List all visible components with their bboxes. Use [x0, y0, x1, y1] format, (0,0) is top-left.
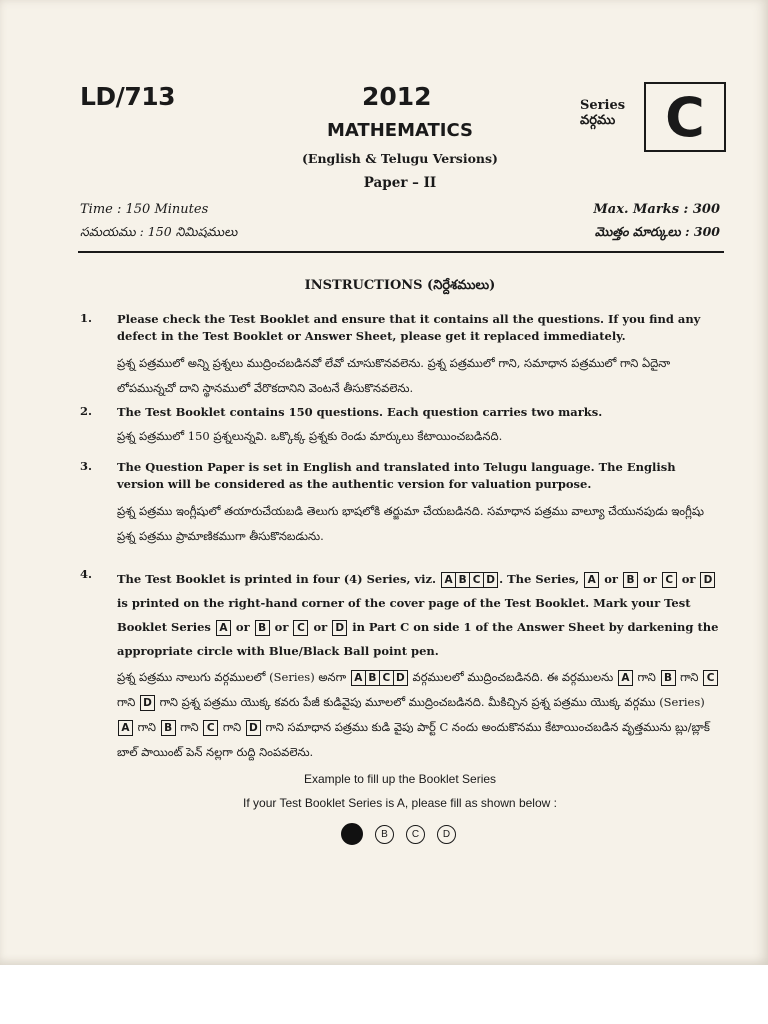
text-segment: is printed on the right-hand corner of the cover page of the Test Booklet. Mark your Test Booklet Series	[117, 596, 691, 634]
instruction-text-en: Please check the Test Booklet and ensure that it contains all the questions. If you find any defect in the Test Booklet or Answer Sheet, please get it replaced immediately.	[117, 312, 701, 343]
instruction-number: 3.	[80, 459, 93, 473]
text-segment: గాని	[680, 670, 699, 684]
instruction-text-en	[117, 567, 725, 663]
text-segment: or	[642, 572, 657, 586]
series-box-d: D	[332, 620, 347, 636]
series-box-b: B	[255, 620, 270, 636]
text-segment: గాని	[222, 720, 242, 734]
series-box-c: C	[379, 670, 394, 686]
series-box-b: B	[161, 720, 176, 736]
series-box-d: D	[246, 720, 261, 736]
text-segment: The Test Booklet is printed in four (4) Series, viz.	[117, 572, 437, 586]
max-marks-te: మొత్తం మార్కులు : 300	[594, 224, 720, 239]
instruction-number: 4.	[80, 567, 93, 581]
series-box-b: B	[365, 670, 380, 686]
text-segment: గాని	[180, 720, 199, 734]
header-divider	[78, 251, 724, 253]
series-box-c: C	[469, 572, 484, 588]
instruction-number: 1.	[80, 311, 93, 325]
text-segment: or	[681, 572, 696, 586]
time-en: Time : 150 Minutes	[80, 202, 209, 217]
series-box-c: C	[293, 620, 308, 636]
paper-number: Paper – II	[363, 175, 437, 191]
bubble-c: C	[406, 825, 425, 844]
text-segment: in Part C on side 1 of the Answer Sheet by darkening the appropriate circle with Blue/Black Ball point pen.	[117, 620, 719, 658]
series-box-a: A	[618, 670, 633, 686]
series-box-a: A	[351, 670, 366, 686]
max-marks-en: Max. Marks : 300	[593, 202, 720, 217]
text-segment: or	[235, 620, 250, 634]
series-box-d: D	[483, 572, 498, 588]
bubble-b: B	[375, 825, 394, 844]
series-box-c: C	[703, 670, 718, 686]
series-box-d: D	[393, 670, 408, 686]
subject-title: MATHEMATICS	[326, 120, 473, 141]
instruction-number: 2.	[80, 404, 93, 418]
series-box-b: B	[661, 670, 676, 686]
instruction-text-te: ప్రశ్న పత్రములో 150 ప్రశ్నలున్నవి. ఒక్కొక్క ప్రశ్నకు రెండు మార్కులు కేటాయించబడినది.	[117, 429, 503, 443]
instruction-text-te: ప్రశ్న పత్రములో అన్ని ప్రశ్నలు ముద్రించబడినవో లేవో చూసుకొనవలెను. ప్రశ్న పత్రములో గాని, సమాధాన పత్రములో గాని ఏదైనా లోపమున్నచో దాని స్థానములో వేరొకదానిని వెంటనే తీసుకొనవలెను.	[117, 356, 671, 395]
series-box-d: D	[140, 695, 155, 711]
bubble-a-filled	[341, 823, 363, 845]
versions-note: (English & Telugu Versions)	[302, 151, 498, 166]
text-segment: గాని	[137, 720, 156, 734]
example-title: Example to fill up the Booklet Series	[303, 772, 497, 786]
instructions-title: INSTRUCTIONS (నిర్దేశములు)	[304, 278, 496, 293]
text-segment: గాని ప్రశ్న పత్రము యొక్క కవరు పేజీ కుడివైపు మూలలో ముద్రించబడినది. మీకిచ్చిన ప్రశ్న పత్రము యొక్క వర్గము (Series)	[159, 695, 705, 709]
paper-code: LD/713	[80, 82, 175, 111]
series-box-a: A	[216, 620, 231, 636]
instruction-text-te: ప్రశ్న పత్రము ఇంగ్లీషులో తయారుచేయబడి తెలుగు భాషలోకి తర్జుమా చేయబడినది. సమాధాన పత్రము వాల్యూ చేయునపుడు ఇంగ్లీషు ప్రశ్న పత్రము ప్రామాణికముగా తీసుకొనబడును.	[117, 504, 705, 543]
time-te: సమయము : 150 నిమిషములు	[80, 224, 238, 239]
bubble-d: D	[437, 825, 456, 844]
text-segment: గాని	[637, 670, 656, 684]
series-label	[580, 98, 625, 128]
text-segment: వర్గములలో ముద్రించబడినది. ఈ వర్గములను	[412, 670, 614, 684]
series-box: C	[644, 82, 726, 152]
text-segment: or	[313, 620, 328, 634]
series-box-a: A	[441, 572, 456, 588]
series-label-te: వర్గము	[580, 113, 616, 128]
exam-year: 2012	[362, 82, 432, 111]
text-segment: . The Series,	[499, 572, 580, 586]
series-box-a: A	[118, 720, 133, 736]
text-segment: ప్రశ్న పత్రము నాలుగు వర్గములలో (Series) అనగా	[117, 670, 347, 684]
text-segment: or	[604, 572, 618, 586]
series-box-a: A	[584, 572, 599, 588]
example-bubbles	[341, 823, 456, 845]
series-box-c: C	[203, 720, 218, 736]
series-label-en: Series	[580, 98, 626, 113]
series-box-c: C	[662, 572, 677, 588]
series-box-d: D	[700, 572, 715, 588]
series-box-b: B	[623, 572, 638, 588]
text-segment: or	[274, 620, 289, 634]
instruction-text-en: The Test Booklet contains 150 questions. Each question carries two marks.	[117, 405, 603, 419]
series-box-b: B	[455, 572, 470, 588]
example-subtitle: If your Test Booklet Series is A, please fill as shown below :	[243, 796, 557, 810]
text-segment: గాని సమాధాన పత్రము కుడి వైపు పార్ట్ C నందు అందుకొనము కేటాయించబడిన వృత్తమును బ్లు/బ్లాక్ బాల్ పాయింట్ పెన్ నల్లగా రుద్ది నింపవలెను.	[117, 720, 710, 759]
instruction-text-te	[117, 665, 725, 765]
instruction-text-en: The Question Paper is set in English and translated into Telugu language. The English version will be considered as the authentic version for valuation purpose.	[117, 460, 676, 491]
text-segment: గాని	[117, 695, 136, 709]
